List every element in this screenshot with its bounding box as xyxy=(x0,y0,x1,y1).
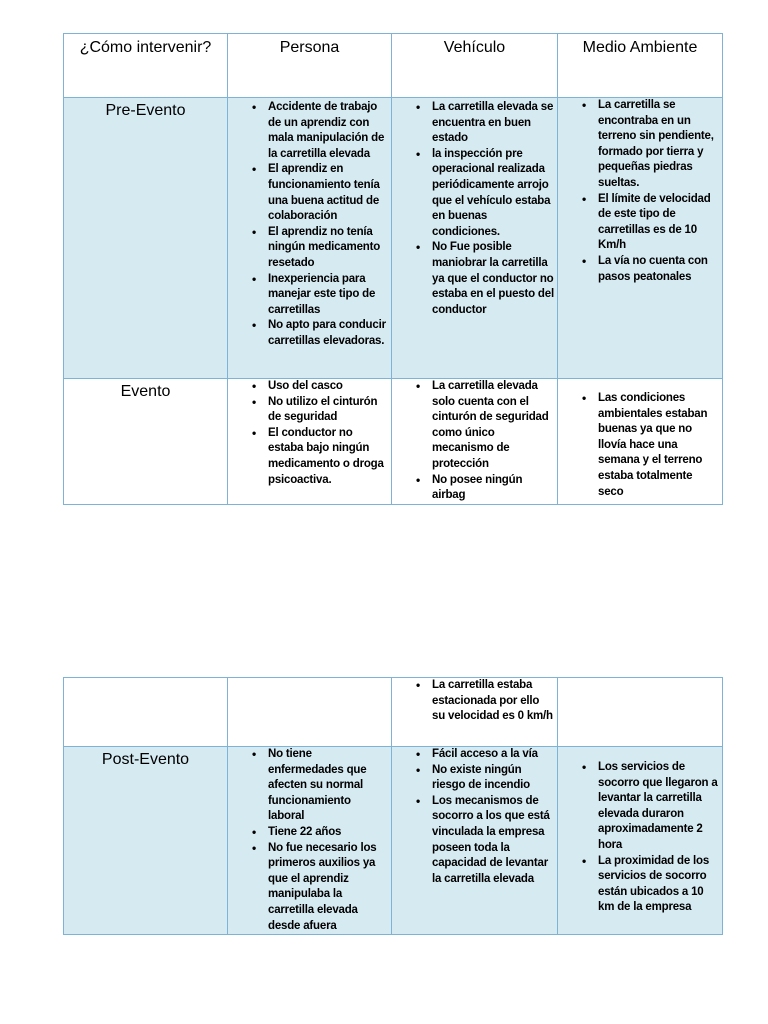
pre-evento-label: Pre-Evento xyxy=(64,98,228,379)
list-item: • No posee ningún airbag xyxy=(392,473,555,504)
evento-row xyxy=(64,379,723,505)
empty-cell xyxy=(558,678,723,747)
list-item: • El límite de velocidad de este tipo de carretillas es de 10 Km/h xyxy=(558,192,720,254)
list-item: • La carretilla elevada se encuentra en buen estado xyxy=(392,100,555,147)
list-item: • El conductor no estaba bajo ningún medicamento o droga psicoactiva. xyxy=(228,426,389,488)
pre-evento-row xyxy=(64,98,723,379)
intervention-table-top xyxy=(63,33,723,505)
post-evento-persona-cell xyxy=(228,747,392,935)
evento-ambiente-cell xyxy=(558,379,723,505)
post-evento-ambiente-cell xyxy=(558,747,723,935)
evento-persona-cell xyxy=(228,379,392,505)
header-persona: Persona xyxy=(228,34,392,98)
intervention-table-bottom xyxy=(63,677,723,935)
pre-evento-persona-cell xyxy=(228,98,392,379)
post-evento-vehiculo-cell xyxy=(392,747,558,935)
list-item: • No fue necesario los primeros auxilios ya que el aprendiz manipulaba la carretilla elevada desde afuera xyxy=(228,841,389,935)
list-item: • La carretilla elevada solo cuenta con el cinturón de seguridad como único mecanismo de protección xyxy=(392,379,555,473)
pre-evento-ambiente-cell xyxy=(558,98,723,379)
list-item: • El aprendiz no tenía ningún medicamento resetado xyxy=(228,225,389,272)
post-evento-label: Post-Evento xyxy=(64,747,228,935)
list-item: • La vía no cuenta con pasos peatonales xyxy=(558,254,720,285)
list-item: • Los servicios de socorro que llegaron a levantar la carretilla elevada duraron aproximadamente 2 hora xyxy=(558,760,720,854)
list-item: • Los mecanismos de socorro a los que está vinculada la empresa poseen toda la capacidad de levantar la carretilla elevada xyxy=(392,794,555,888)
list-item: • Inexperiencia para manejar este tipo de carretillas xyxy=(228,272,389,319)
list-item: • No tiene enfermedades que afecten su normal funcionamiento laboral xyxy=(228,747,389,825)
list-item: • La carretilla se encontraba en un terreno sin pendiente, formado por tierra y pequeñas piedras sueltas. xyxy=(558,98,720,192)
list-item: • No apto para conducir carretillas elevadoras. xyxy=(228,318,389,349)
continuation-row xyxy=(64,678,723,747)
post-evento-row xyxy=(64,747,723,935)
header-como-intervenir: ¿Cómo intervenir? xyxy=(64,34,228,98)
list-item: • Accidente de trabajo de un aprendiz con mala manipulación de la carretilla elevada xyxy=(228,100,389,162)
header-row xyxy=(64,34,723,98)
list-item: • Uso del casco xyxy=(228,379,389,395)
evento-label: Evento xyxy=(64,379,228,505)
list-item: • No utilizo el cinturón de seguridad xyxy=(228,395,389,426)
list-item: • El aprendiz en funcionamiento tenía una buena actitud de colaboración xyxy=(228,162,389,224)
header-medio-ambiente: Medio Ambiente xyxy=(558,34,723,98)
list-item: • No Fue posible maniobrar la carretilla ya que el conductor no estaba en el puesto del conductor xyxy=(392,240,555,318)
pre-evento-vehiculo-cell xyxy=(392,98,558,379)
list-item: • Fácil acceso a la vía xyxy=(392,747,555,763)
empty-cell xyxy=(64,678,228,747)
list-item: • La proximidad de los servicios de socorro están ubicados a 10 km de la empresa xyxy=(558,854,720,916)
empty-cell xyxy=(228,678,392,747)
header-vehiculo: Vehículo xyxy=(392,34,558,98)
list-item: • Tiene 22 años xyxy=(228,825,389,841)
list-item: • la inspección pre operacional realizada periódicamente arrojo que el vehículo estaba en buenas condiciones. xyxy=(392,147,555,241)
list-item: • Las condiciones ambientales estaban buenas ya que no llovía hace una semana y el terreno estaba totalmente seco xyxy=(558,391,720,500)
list-item: • La carretilla estaba estacionada por ello su velocidad es 0 km/h xyxy=(392,678,555,725)
evento-vehiculo-cell xyxy=(392,379,558,505)
list-item: • No existe ningún riesgo de incendio xyxy=(392,763,555,794)
continuation-vehiculo-cell xyxy=(392,678,558,747)
